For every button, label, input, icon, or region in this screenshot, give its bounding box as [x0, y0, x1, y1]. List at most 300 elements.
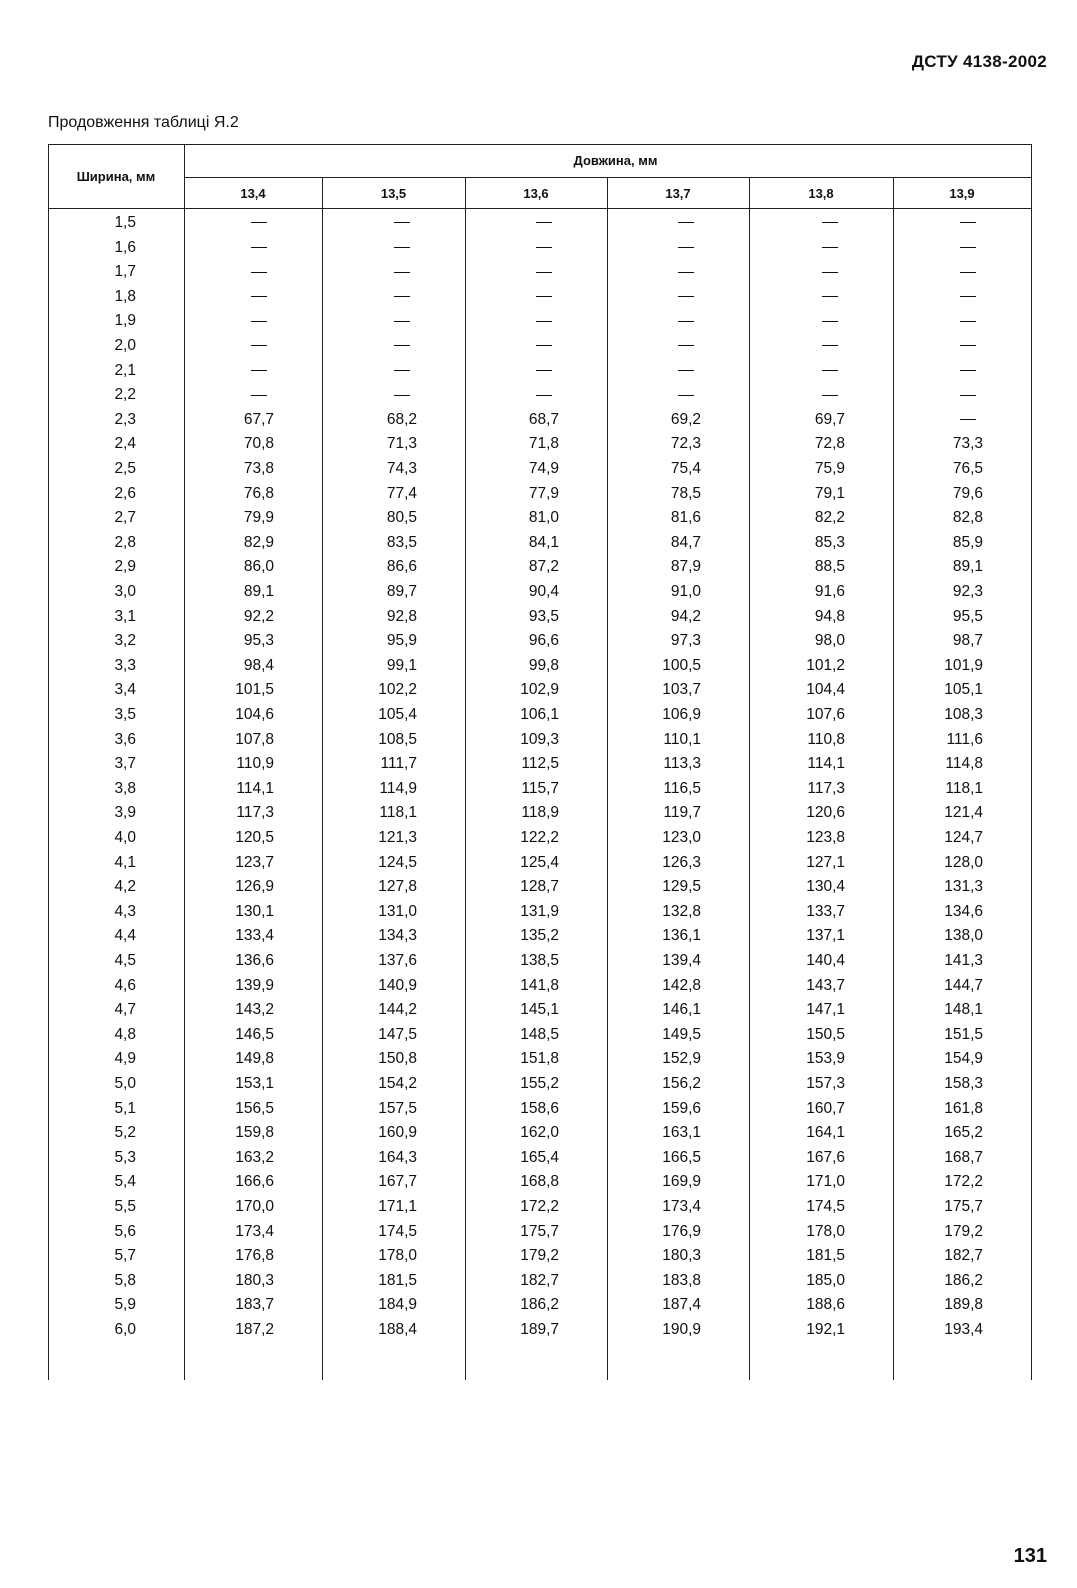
value-cell: 165,2 — [944, 1124, 983, 1142]
value-cell: 151,8 — [520, 1050, 559, 1068]
value-cell: 92,3 — [952, 583, 983, 600]
width-cell: 2,4 — [114, 435, 136, 453]
table-row — [48, 854, 1047, 879]
value-cell: 98,7 — [952, 632, 983, 650]
value-cell: 121,3 — [378, 829, 417, 846]
table-row — [48, 1296, 1047, 1321]
dash-cell — [960, 395, 976, 396]
value-cell: 123,0 — [662, 829, 701, 846]
value-cell: 86,6 — [386, 558, 417, 576]
value-cell: 150,5 — [806, 1025, 845, 1043]
dash-cell — [678, 247, 694, 248]
table-row — [48, 1100, 1047, 1125]
value-cell: 178,0 — [806, 1222, 845, 1240]
value-cell: 121,4 — [944, 804, 983, 822]
value-cell: 129,5 — [662, 878, 701, 896]
value-cell — [465, 214, 552, 232]
value-cell: 186,2 — [944, 1271, 983, 1289]
dash-cell — [822, 247, 838, 248]
value-cell: 131,0 — [378, 902, 417, 920]
value-cell: 71,3 — [386, 435, 417, 453]
value-cell: 183,7 — [235, 1296, 274, 1314]
dash-cell — [536, 321, 552, 322]
value-cell — [322, 362, 410, 380]
value-cell: 164,3 — [378, 1148, 417, 1166]
table-row — [48, 1272, 1047, 1297]
table-row — [48, 829, 1047, 854]
dash-cell — [394, 345, 410, 346]
value-cell — [465, 337, 552, 355]
value-cell: 110,8 — [807, 730, 845, 748]
value-cell — [184, 386, 267, 404]
value-cell: 155,2 — [520, 1075, 559, 1092]
value-cell: 75,4 — [670, 460, 701, 477]
dash-cell — [536, 395, 552, 396]
value-cell: 158,3 — [944, 1075, 983, 1092]
value-cell: 156,5 — [235, 1099, 274, 1117]
value-cell — [465, 312, 552, 330]
width-cell: 1,8 — [114, 287, 136, 305]
value-cell: 146,5 — [235, 1025, 274, 1043]
dash-cell — [822, 395, 838, 396]
dash-cell — [960, 272, 976, 273]
width-cell: 2,1 — [114, 361, 136, 379]
width-cell: 4,1 — [114, 853, 136, 871]
value-cell — [465, 386, 552, 404]
value-cell — [607, 214, 694, 232]
value-cell: 178,0 — [378, 1247, 417, 1265]
value-cell: 168,7 — [944, 1148, 983, 1166]
value-cell: 81,6 — [670, 509, 701, 527]
value-cell: 120,6 — [806, 804, 845, 822]
value-cell: 144,2 — [378, 1001, 417, 1019]
table-row — [48, 1075, 1047, 1100]
width-cell: 2,5 — [114, 460, 136, 477]
value-cell: 92,8 — [386, 607, 417, 625]
table-row — [48, 1247, 1047, 1272]
table-row — [48, 386, 1047, 411]
table-row — [48, 1173, 1047, 1198]
value-cell: 190,9 — [662, 1321, 701, 1338]
table-caption: Продовження таблиці Я.2 — [48, 114, 239, 131]
length-column-header: 13,9 — [949, 185, 975, 201]
width-cell: 2,3 — [114, 410, 136, 428]
value-cell: 163,1 — [662, 1124, 701, 1142]
value-cell: 128,7 — [520, 878, 559, 896]
value-cell: 95,9 — [386, 632, 417, 650]
value-cell: 92,2 — [243, 607, 274, 625]
value-cell: 142,8 — [662, 976, 701, 994]
value-cell: 172,2 — [520, 1198, 559, 1215]
value-cell: 101,9 — [944, 656, 983, 674]
value-cell: 88,5 — [814, 558, 845, 576]
width-cell: 2,6 — [114, 484, 136, 502]
value-cell: 116,5 — [663, 779, 701, 797]
value-cell: 72,8 — [814, 435, 845, 453]
value-cell: 128,0 — [944, 853, 983, 871]
value-cell: 114,1 — [807, 755, 845, 773]
value-cell: 115,7 — [521, 779, 559, 797]
document-code: ДСТУ 4138-2002 — [911, 52, 1047, 71]
length-column-header: 13,5 — [380, 185, 407, 201]
value-cell: 140,4 — [806, 952, 845, 969]
value-cell: 89,7 — [386, 583, 417, 600]
table-row — [48, 435, 1047, 460]
value-cell: 186,2 — [520, 1296, 559, 1314]
value-cell: 99,8 — [528, 656, 559, 674]
value-cell: 193,4 — [944, 1321, 983, 1338]
value-cell: 169,9 — [662, 1173, 701, 1191]
value-cell: 90,4 — [528, 583, 559, 600]
value-cell — [465, 288, 552, 306]
value-cell — [322, 288, 410, 306]
width-cell: 5,4 — [114, 1173, 136, 1191]
value-cell: 181,5 — [378, 1271, 417, 1289]
table-row — [48, 780, 1047, 805]
value-cell: 188,4 — [378, 1321, 417, 1338]
dash-cell — [394, 247, 410, 248]
table-row — [48, 952, 1047, 977]
value-cell: 78,5 — [670, 484, 701, 502]
value-cell: 84,1 — [528, 533, 559, 551]
table-row — [48, 239, 1047, 264]
value-cell: 167,6 — [806, 1148, 845, 1166]
value-cell: 77,9 — [528, 484, 559, 502]
value-cell — [184, 362, 267, 380]
value-cell — [893, 362, 976, 380]
value-cell: 94,8 — [814, 607, 845, 625]
table-row — [48, 485, 1047, 510]
value-cell: 160,7 — [806, 1099, 845, 1117]
width-cell: 4,6 — [114, 976, 136, 994]
value-cell: 97,3 — [670, 632, 701, 650]
dash-cell — [822, 296, 838, 297]
width-cell: 5,2 — [114, 1124, 136, 1142]
value-cell — [893, 214, 976, 232]
width-cell: 2,0 — [114, 337, 136, 354]
value-cell: 145,1 — [520, 1001, 559, 1019]
width-cell: 1,5 — [114, 214, 136, 231]
value-cell: 71,8 — [528, 435, 559, 453]
value-cell: 153,1 — [235, 1075, 274, 1092]
header-bottom-border — [48, 208, 1031, 209]
value-cell: 111,6 — [946, 730, 983, 748]
value-cell: 72,3 — [670, 435, 701, 453]
value-cell: 68,2 — [386, 410, 417, 428]
value-cell: 132,8 — [662, 902, 701, 920]
value-cell: 76,8 — [243, 484, 274, 502]
value-cell: 148,5 — [520, 1025, 559, 1043]
value-cell: 73,3 — [952, 435, 983, 453]
table-row — [48, 903, 1047, 928]
value-cell: 110,9 — [236, 755, 274, 773]
value-cell: 130,4 — [806, 878, 845, 896]
value-cell: 87,2 — [528, 558, 559, 576]
table-row — [48, 1001, 1047, 1026]
value-cell — [184, 263, 267, 281]
value-cell: 172,2 — [944, 1173, 983, 1191]
table-top-border — [48, 144, 1031, 145]
value-cell — [893, 337, 976, 355]
value-cell: 105,4 — [378, 706, 417, 723]
value-cell: 82,2 — [814, 509, 845, 527]
value-cell: 124,7 — [944, 829, 983, 846]
value-cell: 139,9 — [235, 976, 274, 994]
value-cell: 166,6 — [235, 1173, 274, 1191]
value-cell: 164,1 — [806, 1124, 845, 1142]
value-cell — [322, 337, 410, 355]
value-cell: 89,1 — [243, 583, 274, 600]
value-cell — [749, 386, 838, 404]
value-cell: 82,8 — [952, 509, 983, 527]
value-cell: 157,5 — [378, 1099, 417, 1117]
width-cell: 5,6 — [114, 1222, 136, 1240]
value-cell — [749, 214, 838, 232]
table-row — [48, 558, 1047, 583]
dash-cell — [394, 222, 410, 223]
value-cell: 133,7 — [806, 902, 845, 920]
value-cell: 95,3 — [243, 632, 274, 650]
value-cell: 110,1 — [663, 730, 701, 748]
dash-cell — [251, 321, 267, 322]
dash-cell — [536, 296, 552, 297]
value-cell: 161,8 — [944, 1099, 983, 1117]
width-cell: 2,9 — [114, 558, 136, 576]
value-cell — [465, 362, 552, 380]
value-cell: 174,5 — [378, 1222, 417, 1240]
dash-cell — [394, 296, 410, 297]
dash-cell — [960, 247, 976, 248]
value-cell: 87,9 — [670, 558, 701, 576]
dash-cell — [394, 395, 410, 396]
dash-cell — [960, 222, 976, 223]
width-cell: 4,5 — [114, 952, 136, 969]
value-cell: 141,3 — [944, 952, 983, 969]
value-cell: 156,2 — [662, 1075, 701, 1092]
dash-cell — [678, 296, 694, 297]
dash-cell — [678, 272, 694, 273]
width-cell: 5,7 — [114, 1247, 136, 1265]
value-cell: 99,1 — [386, 656, 417, 674]
value-cell — [607, 386, 694, 404]
width-cell: 6,0 — [114, 1321, 136, 1338]
dash-cell — [678, 321, 694, 322]
table-row — [48, 583, 1047, 608]
value-cell — [607, 337, 694, 355]
value-cell: 133,4 — [235, 927, 274, 945]
value-cell: 143,7 — [806, 976, 845, 994]
length-column-header: 13,8 — [808, 185, 834, 201]
value-cell: 180,3 — [662, 1247, 701, 1265]
width-cell: 5,5 — [114, 1198, 136, 1215]
value-cell: 136,1 — [662, 927, 701, 945]
value-cell — [184, 337, 267, 355]
value-cell — [749, 288, 838, 306]
value-cell: 150,8 — [378, 1050, 417, 1068]
value-cell: 136,6 — [235, 952, 274, 969]
value-cell: 96,6 — [528, 632, 559, 650]
width-cell: 5,8 — [114, 1271, 136, 1289]
value-cell: 74,3 — [386, 460, 417, 477]
value-cell: 189,7 — [520, 1321, 559, 1338]
value-cell — [749, 337, 838, 355]
dash-cell — [251, 370, 267, 371]
width-cell: 3,0 — [114, 583, 136, 600]
value-cell: 154,9 — [944, 1050, 983, 1068]
table-row — [48, 755, 1047, 780]
dash-cell — [678, 370, 694, 371]
page-number: 131 — [1013, 1545, 1047, 1567]
value-cell: 122,2 — [520, 829, 559, 846]
value-cell: 102,2 — [378, 681, 417, 699]
table-row — [48, 1050, 1047, 1075]
value-cell: 143,2 — [235, 1001, 274, 1019]
table-row — [48, 509, 1047, 534]
value-cell: 123,7 — [235, 853, 274, 871]
value-cell: 158,6 — [520, 1099, 559, 1117]
dash-cell — [822, 370, 838, 371]
value-cell: 118,1 — [945, 779, 983, 797]
value-cell: 114,8 — [945, 755, 983, 773]
value-cell: 106,9 — [662, 706, 701, 723]
value-cell: 182,7 — [520, 1271, 559, 1289]
value-cell: 124,5 — [378, 853, 417, 871]
value-cell: 149,8 — [235, 1050, 274, 1068]
value-cell: 85,3 — [814, 533, 845, 551]
table-row — [48, 608, 1047, 633]
value-cell: 79,9 — [243, 509, 274, 527]
dash-cell — [960, 296, 976, 297]
value-cell: 75,9 — [814, 460, 845, 477]
width-cell: 1,9 — [114, 312, 136, 330]
length-group-header: Довжина, мм — [573, 153, 658, 168]
value-cell — [749, 312, 838, 330]
value-cell: 127,1 — [806, 853, 845, 871]
value-cell — [893, 263, 976, 281]
dash-cell — [960, 321, 976, 322]
table-row — [48, 214, 1047, 239]
dash-cell — [251, 345, 267, 346]
value-cell: 104,4 — [806, 681, 845, 699]
value-cell: 91,0 — [670, 583, 701, 600]
value-cell: 98,0 — [814, 632, 845, 650]
value-cell: 84,7 — [670, 533, 701, 551]
value-cell: 76,5 — [952, 460, 983, 477]
value-cell: 168,8 — [520, 1173, 559, 1191]
dash-cell — [394, 370, 410, 371]
value-cell — [893, 411, 976, 429]
value-cell — [893, 288, 976, 306]
dash-cell — [678, 222, 694, 223]
value-cell: 83,5 — [386, 533, 417, 551]
value-cell: 189,8 — [944, 1296, 983, 1314]
value-cell: 147,1 — [806, 1001, 845, 1019]
value-cell: 181,5 — [806, 1247, 845, 1265]
dash-cell — [678, 395, 694, 396]
value-cell: 176,9 — [662, 1222, 701, 1240]
value-cell: 126,3 — [662, 853, 701, 871]
value-cell: 95,5 — [952, 607, 983, 625]
value-cell: 105,1 — [944, 681, 983, 699]
width-cell: 1,6 — [114, 238, 136, 256]
table-row — [48, 534, 1047, 559]
value-cell: 118,9 — [521, 804, 559, 822]
value-cell — [322, 312, 410, 330]
dash-cell — [251, 296, 267, 297]
value-cell: 80,5 — [386, 509, 417, 527]
value-cell — [749, 263, 838, 281]
dash-cell — [822, 272, 838, 273]
value-cell: 135,2 — [520, 927, 559, 945]
value-cell: 153,9 — [806, 1050, 845, 1068]
value-cell — [322, 239, 410, 257]
value-cell: 134,6 — [944, 902, 983, 920]
value-cell: 117,3 — [807, 779, 845, 797]
value-cell: 69,7 — [814, 410, 845, 428]
value-cell: 112,5 — [521, 755, 559, 773]
value-cell: 179,2 — [520, 1247, 559, 1265]
table-row — [48, 411, 1047, 436]
width-cell: 5,0 — [114, 1075, 136, 1092]
value-cell: 114,1 — [236, 779, 274, 797]
width-cell: 4,2 — [114, 878, 136, 896]
value-cell: 149,5 — [662, 1025, 701, 1043]
value-cell: 117,3 — [236, 804, 274, 822]
dash-cell — [960, 419, 976, 420]
value-cell: 107,6 — [806, 706, 845, 723]
value-cell: 118,1 — [379, 804, 417, 822]
value-cell: 140,9 — [378, 976, 417, 994]
table-row — [48, 1198, 1047, 1223]
dash-cell — [960, 345, 976, 346]
value-cell: 180,3 — [235, 1271, 274, 1289]
value-cell: 174,5 — [806, 1198, 845, 1215]
value-cell: 165,4 — [520, 1148, 559, 1166]
value-cell — [465, 263, 552, 281]
value-cell: 154,2 — [378, 1075, 417, 1092]
value-cell: 160,9 — [378, 1124, 417, 1142]
value-cell: 184,9 — [378, 1296, 417, 1314]
value-cell — [322, 263, 410, 281]
value-cell: 103,7 — [662, 681, 701, 699]
dash-cell — [251, 247, 267, 248]
value-cell: 79,1 — [814, 484, 845, 502]
value-cell: 137,6 — [378, 952, 417, 969]
table-row — [48, 632, 1047, 657]
table-row — [48, 460, 1047, 485]
length-column-header: 13,7 — [665, 185, 691, 201]
value-cell: 74,9 — [528, 460, 559, 477]
value-cell: 167,7 — [378, 1173, 417, 1191]
dash-cell — [822, 222, 838, 223]
width-cell: 5,9 — [114, 1296, 136, 1314]
value-cell: 85,9 — [952, 533, 983, 551]
dash-cell — [251, 222, 267, 223]
value-cell: 183,8 — [662, 1271, 701, 1289]
value-cell — [607, 239, 694, 257]
value-cell: 107,8 — [235, 730, 274, 748]
value-cell: 109,3 — [520, 730, 559, 748]
length-column-header: 13,4 — [240, 185, 266, 201]
value-cell: 162,0 — [520, 1124, 559, 1142]
value-cell: 104,6 — [235, 706, 274, 723]
value-cell: 144,7 — [944, 976, 983, 994]
value-cell: 157,3 — [806, 1075, 845, 1092]
value-cell: 102,9 — [520, 681, 559, 699]
dash-cell — [394, 272, 410, 273]
value-cell: 134,3 — [378, 927, 417, 945]
dash-cell — [678, 345, 694, 346]
